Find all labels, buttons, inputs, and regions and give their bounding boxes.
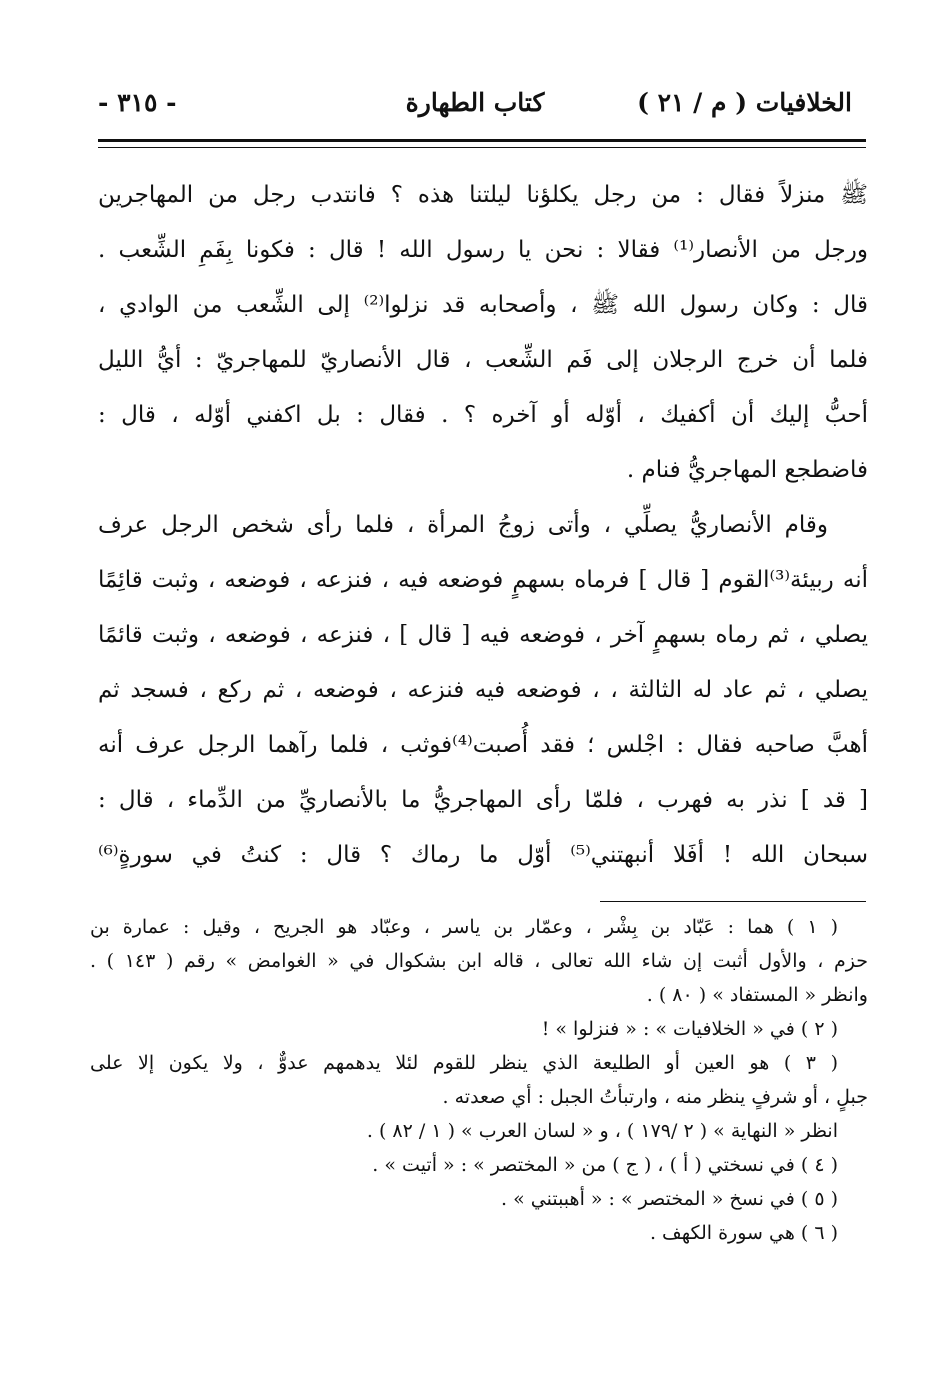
text-line: أنه ربيئة⁽³⁾القوم [ قال ] فرماه بسهمٍ فوضعه فيه ، فنزعه ، فوضعه ، وثبت قائِمًا — [98, 567, 868, 593]
chapter-title: كتاب الطهارة — [405, 88, 545, 117]
footnote-line: ( ٦ ) هي سورة الكهف . — [649, 1222, 838, 1244]
footnote-line: ( ٥ ) في نسخ « المختصر » : « أهببتني » . — [501, 1188, 838, 1210]
footnote-line: وانظر « المستفاد » ( ٨٠ ) . — [646, 984, 868, 1006]
footnote-line: ( ١ ) هما : عَبّاد بن بِشْر ، وعمّار بن ياسر ، وعبّاد هو الجريح ، وقيل : عمارة بن — [90, 916, 838, 938]
header-rule-thick — [98, 139, 866, 142]
footnotes — [90, 910, 868, 1250]
page-number: - ٣١٥ - — [98, 88, 177, 117]
footnote-line: حزم ، والأول أثبت إن شاء الله تعالى ، قاله ابن بشكوال في « الغوامض » رقم ( ١٤٣ ) . — [90, 950, 868, 972]
text-line: وقام الأنصاريُّ يصلِّي ، وأتى زوجُ المرأة ، فلما رأى شخص الرجل عرف — [98, 512, 828, 538]
footnote-line: ( ٢ ) في « الخلافيات » : « فنزلوا » ! — [541, 1018, 838, 1040]
text-line: أهبَّ صاحبه فقال : اجْلس ؛ فقد أُصبت⁽⁴⁾فوثب ، فلما رآهما الرجل عرف أنه — [98, 732, 868, 758]
footnote-separator — [600, 901, 866, 902]
page-header — [98, 88, 852, 128]
text-line: ﷺ منزلاً فقال : من رجل يكلؤنا ليلتنا هذه ؟ فانتدب رجل من المهاجرين — [98, 182, 868, 208]
footnote-line: ( ٤ ) في نسختي ( أ ) ، ( ج ) من « المختصر » : « أتيت » . — [372, 1154, 838, 1176]
text-line: يصلي ، ثم عاد له الثالثة ، ، فوضعه فيه فنزعه ، فوضعه ، ثم ركع ، فسجد ثم — [98, 677, 868, 703]
text-line: ورجل من الأنصار⁽¹⁾ فقالا : نحن يا رسول الله ! قال : فكونا بِفَمِ الشِّعب . — [98, 237, 868, 263]
footnote-line: ( ٣ ) هو العين أو الطليعة الذي ينظر للقوم لئلا يدهمهم عدوٌّ ، ولا يكون إلا على — [90, 1052, 838, 1074]
text-line: سبحان الله ! أفَلا أنبهتني⁽⁵⁾ أوّل ما رماك ؟ قال : كنتُ في سورةٍ⁽⁶⁾ — [98, 842, 868, 868]
header-rule-thin — [98, 147, 866, 148]
text-line: [ قد ] نذر به فهرب ، فلمّا رأى المهاجريُّ ما بالأنصاريِّ من الدِّماء ، قال : — [98, 787, 868, 813]
text-line: يصلي ، ثم رماه بسهمٍ آخر ، فوضعه فيه [ قال ] ، فنزعه ، فوضعه ، وثبت قائمًا — [98, 622, 868, 648]
text-line: أحبُّ إليك أن أكفيك ، أوّله أو آخره ؟ . فقال : بل اكفني أوّله ، قال : — [98, 402, 868, 428]
text-line: فلما أن خرج الرجلان إلى فَم الشِّعب ، قال الأنصاريّ للمهاجريّ : أيُّ الليل — [98, 347, 868, 373]
text-line: فاضطجع المهاجريُّ فنام . — [626, 457, 868, 483]
footnote-line: انظر « النهاية » ( ٢ /١٧٩ ) ، و « لسان العرب » ( ١ / ٨٢ ) . — [366, 1120, 838, 1142]
running-title: الخلافيات ( م / ٢١ ) — [637, 88, 852, 117]
footnote-line: جبلٍ ، أو شرفٍ ينظر منه ، وارتبأتُ الجبل : أي صعدته . — [442, 1086, 868, 1108]
text-line: قال : وكان رسول الله ﷺ ، وأصحابه قد نزلوا⁽²⁾ إلى الشِّعب من الوادي ، — [98, 292, 868, 318]
main-text — [98, 168, 868, 883]
